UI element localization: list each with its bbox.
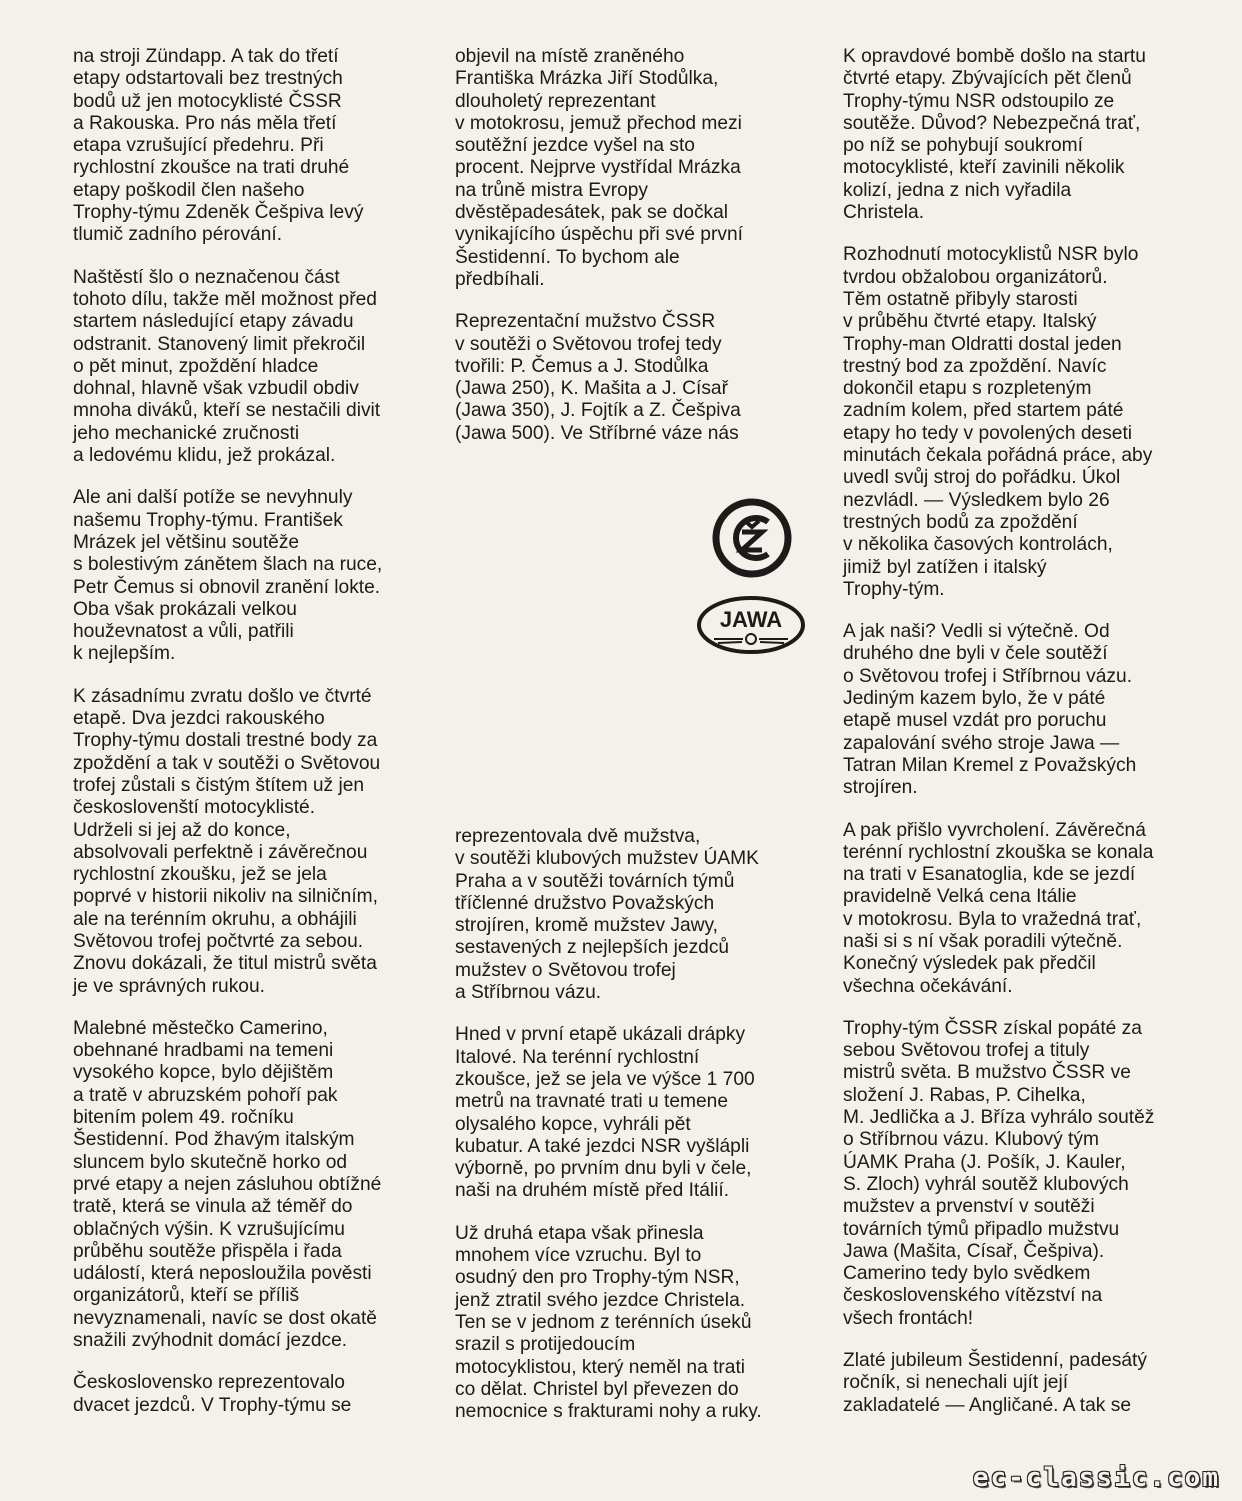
paragraph: na stroji Zündapp. A tak do třetí etapy odstartovali bez trestných bodů už jen motocyklisté ČSSR a Rakouska. Pro nás měla třetí etapa vzrušující předehru. Při rychlostní zkoušce na trati druhé etapy poškodil člen našeho Trophy-týmu Zdeněk Češpiva levý tlumič zadního pérování. (73, 46, 364, 246)
paragraph: A pak přišlo vyvrcholení. Závěrečná terénní rychlostní zkouška se konala na trati v Esanatoglia, kde se jezdí pravidelně Velká cena Itálie v motokrosu. Byla to vražedná trať, naši si s ní však poradili výtečně. Konečný výsledek pak předčil všechna očekávání. (843, 819, 1154, 997)
paragraph: reprezentovala dvě mužstva, v soutěži klubových mužstev ÚAMK Praha a v soutěži továrních týmů tříčlenné družstvo Považských strojíren, kromě mužstev Jawy, sestavených z nejlepších jezdců mužstev o Světovou trofej a Stříbrnou vázu. (455, 826, 759, 1004)
paragraph: Ale ani další potíže se nevyhnuly našemu Trophy-týmu. František Mrázek jel většinu soutěže s bolestivým zánětem šlach na ruce, Petr Čemus si obnovil zranění lokte. Oba však prokázali velkou houževnatost a vůli, patřili k nejlepším. (73, 487, 383, 665)
paragraph: Už druhá etapa však přinesla mnohem více vzruchu. Byl to osudný den pro Trophy-tým NSR, jenž ztratil svého jezdce Christela. Ten se v jednom z terénních úseků srazil s protijedoucím motocyklistou, který neměl na trati co dělat. Christel byl převezen do nemocnice s frakturami nohy a ruky. (455, 1222, 762, 1423)
paragraph: K opravdové bombě došlo na startu čtvrté etapy. Zbývajících pět členů Trophy-týmu NSR odstoupilo ze soutěže. Důvod? Nebezpečná trať, po níž se pohybují soukromí motocyklisté, kteří zavinili několik kolizí, jedna z nich vyřadila Christela. (843, 46, 1146, 224)
paragraph: Malebné městečko Camerino, obehnané hradbami na temeni vysokého kopce, bylo dějištěm a tratě v abruzském pohoří pak bitením polem 49. ročníku Šestidenní. Pod žhavým italským sluncem bylo skutečně horko od prvé etapy a nejen zásluhou obtížné tratě, která se vinula až téměř do oblačných výšin. K vzrušujícímu průběhu soutěže přispěla i řada událostí, která neposloužila pověsti organizátorů, kteří se příliš nevyznamenali, navíc se dost okatě snažili zvýhodnit domácí jezdce. (73, 1017, 382, 1352)
middle-column-lower (455, 826, 815, 1443)
paragraph: A jak naši? Vedli si výtečně. Od druhého dne byli v čele soutěží o Světovou trofej i Stříbrnou vázu. Jediným kazem bylo, že v páté etapě musel vzdát pro poruchu zapalování svého stroje Jawa — Tatran Milan Kremel z Považských strojíren. (843, 621, 1137, 799)
right-column (843, 46, 1218, 1437)
middle-column-upper (455, 46, 815, 465)
left-column (73, 46, 433, 1437)
paragraph: Československo reprezentovalo dvacet jezdců. V Trophy-týmu se (73, 1372, 352, 1416)
jawa-logo-text: JAWA (719, 607, 783, 632)
cz-logo-icon (712, 496, 792, 580)
paragraph: objevil na místě zraněného Františka Mrázka Jiří Stodůlka, dlouholetý reprezentant v motokrosu, jemuž přechod mezi soutěžní jezdce vyšel na sto procent. Nejprve vystřídal Mrázka na trůně mistra Evropy dvěstěpadesátek, pak se dočkal vynikajícího úspěchu při své první Šestidenní. To bychom ale předbíhali. (455, 46, 743, 290)
paragraph: Hned v první etapě ukázali drápky Italové. Na terénní rychlostní zkoušce, jež se jela ve výšce 1 700 metrů na travnaté trati u temene olysalého kopce, vyhráli pět kubatur. A také jezdci NSR vyšlápli výborně, po prvním dnu byli v čele, naši na druhém místě před Itálií. (455, 1024, 755, 1202)
paragraph: Rozhodnutí motocyklistů NSR bylo tvrdou obžalobou organizátorů. Těm ostatně přibyly starosti v průběhu čtvrté etapy. Italský Trophy-man Oldratti dostal jeden trestný bod za zpoždění. Navíc dokončil etapu s rozpleteným zadním kolem, před startem páté etapy ho tedy v povolených deseti minutách čekala pořádná práce, aby uvedl svůj stroj do pořádku. Úkol nezvládl. — Výsledkem bylo 26 trestných bodů za zpoždění v několika časových kontrolách, jimiž byl zatížen i italský Trophy-tým. (843, 244, 1153, 600)
paragraph: Zlaté jubileum Šestidenní, padesátý ročník, si nenechali ujít její zakladatelé — Angličané. A tak se (843, 1350, 1147, 1416)
paragraph: K zásadnímu zvratu došlo ve čtvrté etapě. Dva jezdci rakouského Trophy-týmu dostali trestné body za zpoždění a tak v soutěži o Světovou trofej zůstali s čistým štítem už jen českoslovenští motocyklisté. Udrželi si jej až do konce, absolvovali perfektně i závěrečnou rychlostní zkoušku, jež se jela poprvé v historii nikoliv na silničním, ale na terénním okruhu, a obhájili Světovou trofej počtvrté za sebou. Znovu dokázali, že titul mistrů světa je ve správných rukou. (73, 685, 381, 997)
paragraph: Naštěstí šlo o neznačenou část tohoto dílu, takže měl možnost před startem následující etapy závadu odstranit. Stanovený limit překročil o pět minut, zpoždění hladce dohnal, hlavně však vzbudil obdiv mnoha diváků, kteří se nestačili divit jeho mechanické zručnosti a ledovému klidu, jež prokázal. (73, 266, 381, 467)
paragraph: Trophy-tým ČSSR získal popáté za sebou Světovou trofej a tituly mistrů světa. B mužstvo ČSSR ve složení J. Rabas, P. Cihelka, M. Jedlička a J. Bříza vyhrálo soutěž o Stříbrnou vázu. Klubový tým ÚAMK Praha (J. Pošík, J. Kauler, S. Zloch) vyhrál soutěž klubových mužstev a prvenství v soutěži továrních týmů připadlo mužstvu Jawa (Mašita, Císař, Češpiva). Camerino tedy bylo svědkem československého vítězství na všech frontách! (843, 1017, 1155, 1329)
paragraph: Reprezentační mužstvo ČSSR v soutěži o Světovou trofej tedy tvořili: P. Čemus a J. Stodůlka (Jawa 250), K. Mašita a J. Císař (Jawa 350), J. Fojtík a Z. Češpiva (Jawa 500). Ve Stříbrné váze nás (455, 311, 741, 444)
jawa-logo-icon (696, 595, 806, 655)
watermark: ec-classic.com (972, 1463, 1220, 1493)
